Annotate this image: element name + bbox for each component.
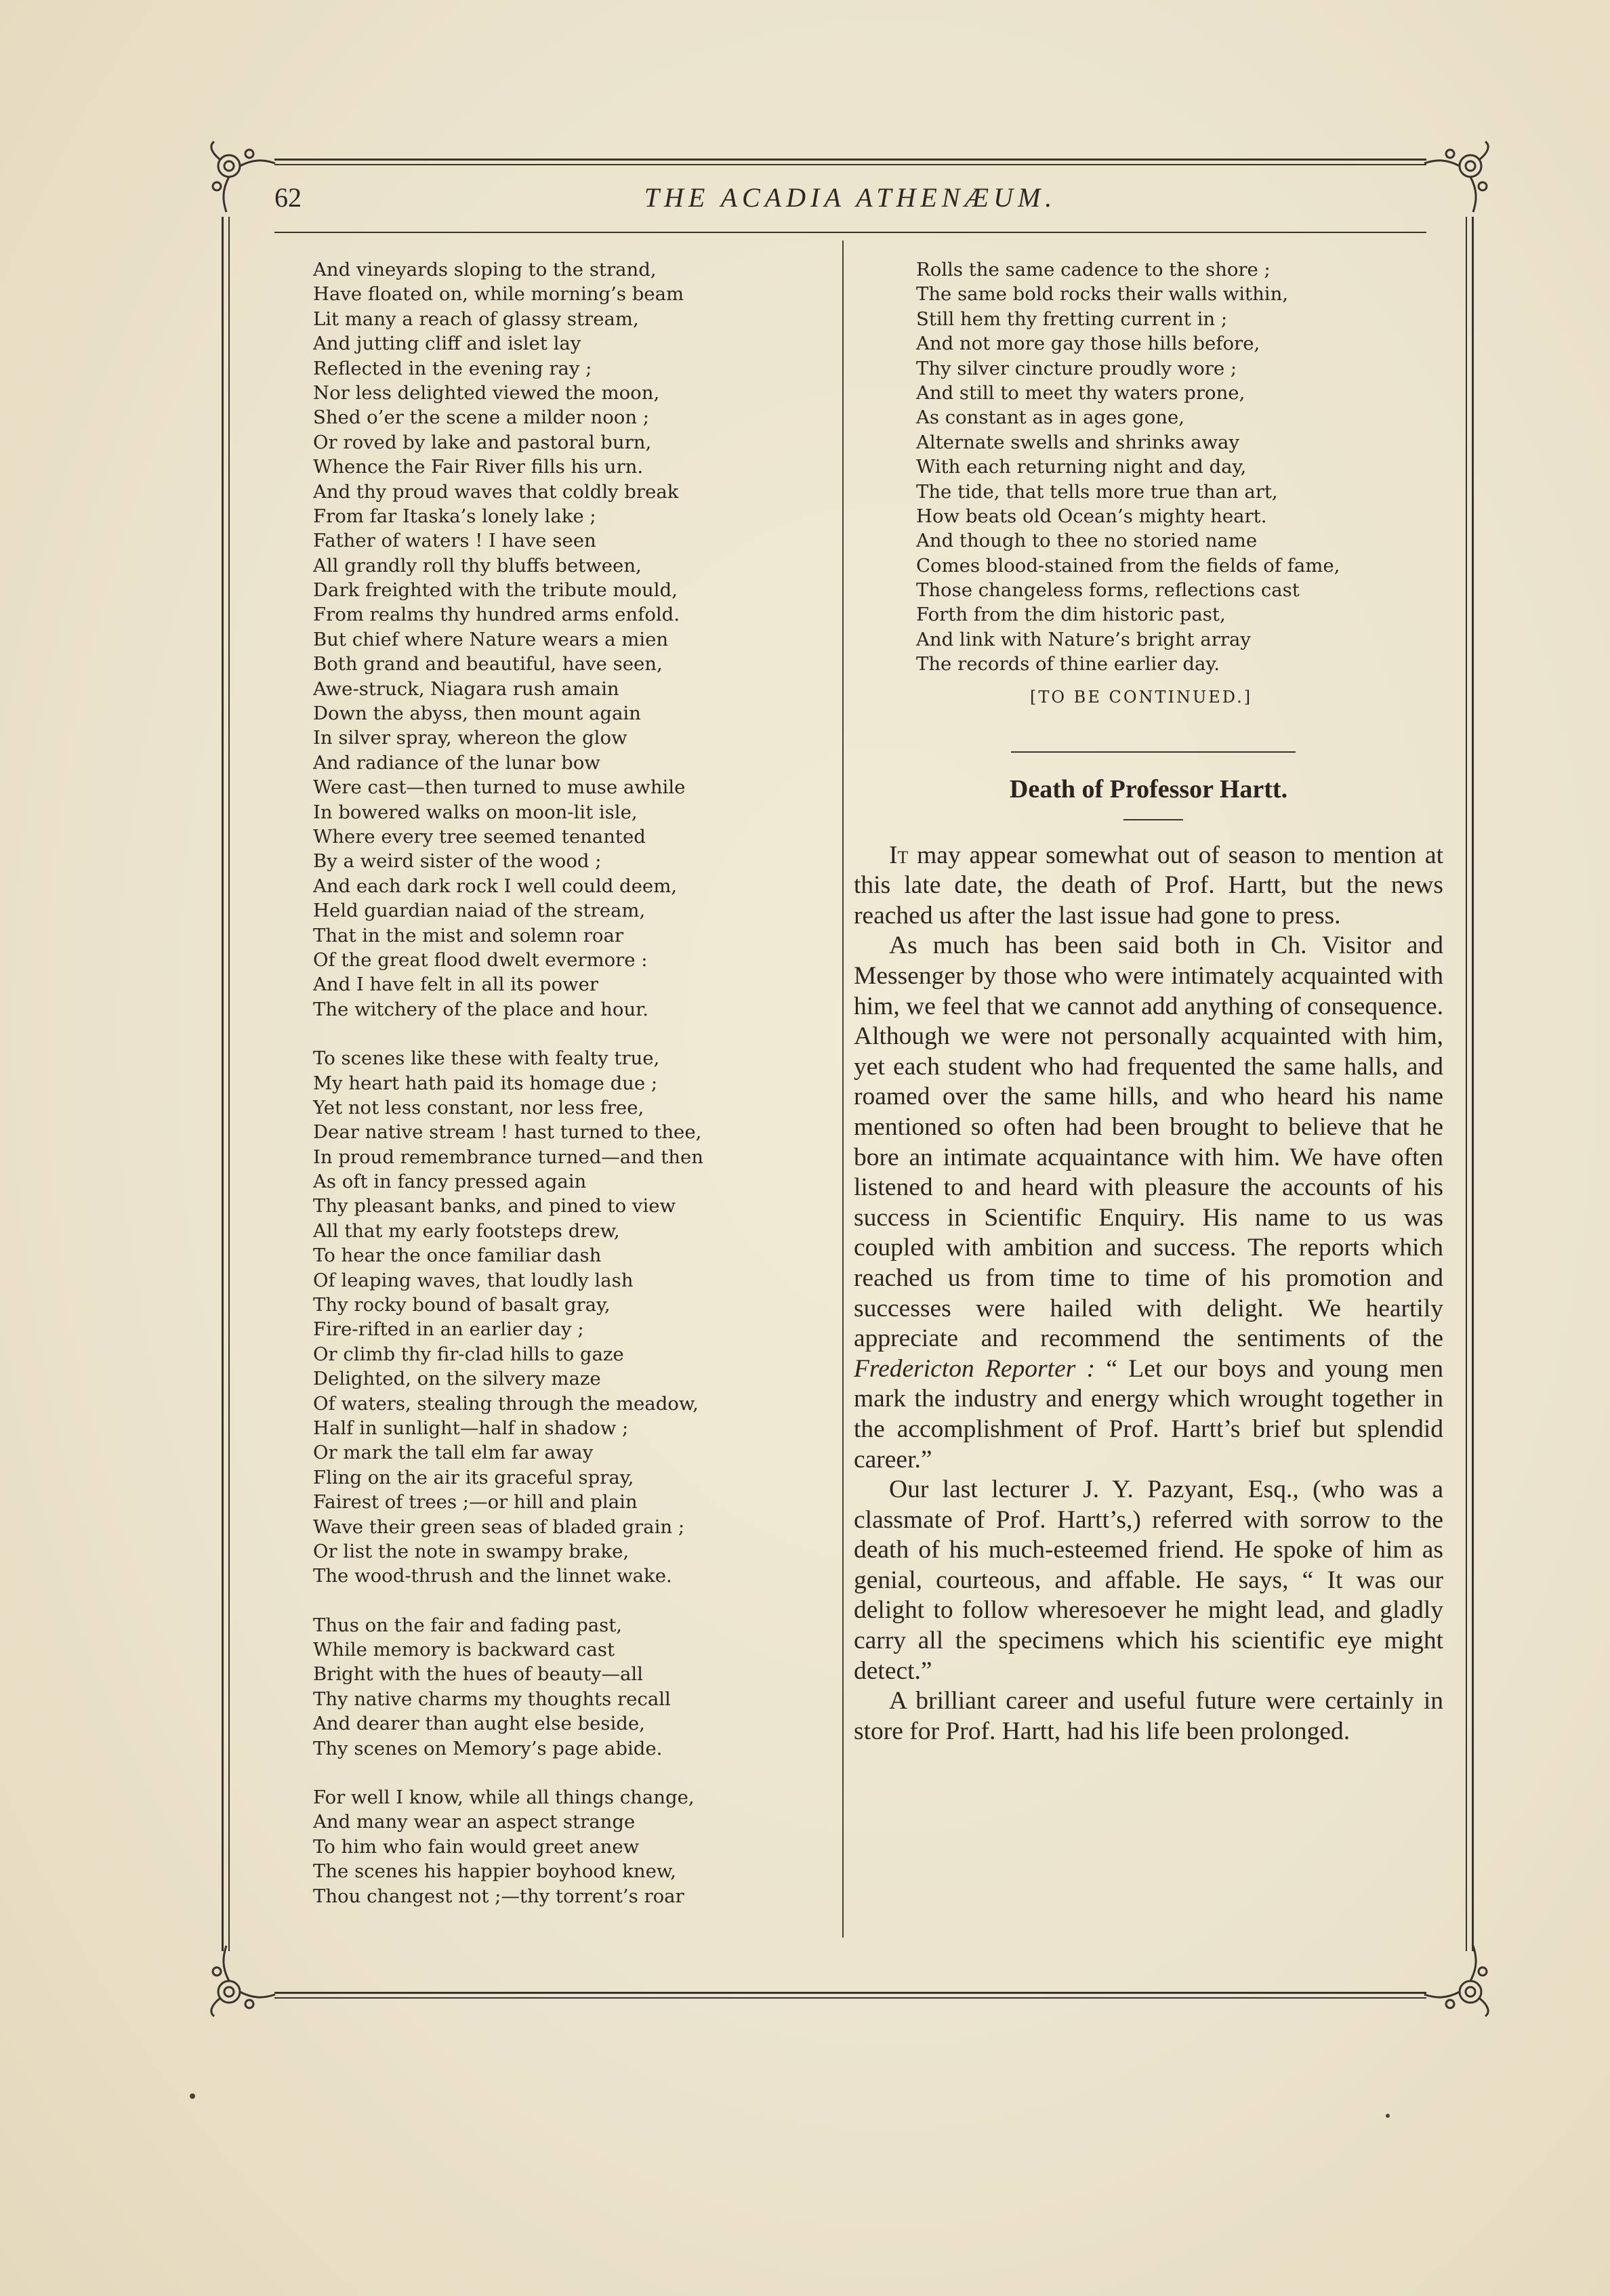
left-rule-inner: [228, 217, 230, 1951]
poem-line: Comes blood-stained from the fields of fame,: [916, 554, 1340, 577]
poem-line: The scenes his happier boyhood knew,: [313, 1860, 676, 1883]
drop-word: It: [889, 841, 909, 869]
poem-line: Those changeless forms, reflections cast: [916, 579, 1300, 602]
poem-line: The records of thine earlier day.: [916, 653, 1220, 675]
poem-line: Dark freighted with the tribute mould,: [313, 579, 678, 602]
poem-line: In silver spray, whereon the glow: [313, 727, 627, 749]
to-be-continued-note: [TO BE CONTINUED.]: [1030, 687, 1253, 707]
article-paragraph: As much has been said both in Ch. Visitor and Messenger by those who were intimately acquainted with him, we feel that we cannot add anything of consequence. Although we were not personally acquainted with him, yet each student who had frequented the same halls, and roamed over the same hills, and who heard his name mentioned so often had been brought to believe that he bore an intimate acquaintance with him. We have often listened to and heard with pleasure the accounts of his success in Scientific Enquiry. His name to us was coupled with ambition and success. The reports which reached us from time to time of his promotion and successes were hailed with delight. We heartily appreciate and recommend the sentiments of the Fredericton Reporter : “ Let our boys and young men mark the industry and energy which wrought together in the accomplishment of Prof. Hartt’s brief but splendid career.”: [854, 932, 1444, 1474]
poem-line: As constant as in ages gone,: [916, 406, 1184, 429]
source-title: Fredericton Reporter :: [854, 1354, 1096, 1383]
poem-line: Fling on the air its graceful spray,: [313, 1466, 634, 1488]
poem-line: Half in sunlight—half in shadow ;: [313, 1417, 629, 1439]
poem-line: Or climb thy fir-clad hills to gaze: [313, 1343, 624, 1365]
poem-line: Thy native charms my thoughts recall: [313, 1688, 671, 1710]
ink-speck: [190, 2093, 195, 2099]
poem-line: The same bold rocks their walls within,: [916, 283, 1289, 306]
poem-line: Wave their green seas of bladed grain ;: [313, 1516, 685, 1538]
poem-line: Dear native stream ! hast turned to thee,: [313, 1121, 702, 1144]
poem-line: Bright with the hues of beauty—all: [313, 1663, 643, 1686]
poem-line: To hear the once familiar dash: [313, 1245, 602, 1267]
page-number: 62: [274, 182, 302, 213]
poem-line: As oft in fancy pressed again: [313, 1171, 587, 1193]
journal-title: THE ACADIA ATHENÆUM.: [644, 182, 1057, 213]
poem-line: And thy proud waves that coldly break: [313, 480, 679, 503]
poem-line: And I have felt in all its power: [313, 974, 599, 996]
poem-line: Down the abyss, then mount again: [313, 703, 641, 725]
poem-column-left: [313, 257, 787, 1933]
top-rule-inner: [274, 164, 1426, 165]
column-divider: [842, 241, 844, 1938]
poem-line: And jutting cliff and islet lay: [313, 333, 581, 355]
poem-line: And radiance of the lunar bow: [313, 751, 600, 774]
poem-line: And link with Nature’s bright array: [916, 628, 1251, 650]
poem-line: Father of waters ! I have seen: [313, 530, 596, 552]
poem-line: While memory is backward cast: [313, 1639, 615, 1661]
poem-line: Fairest of trees ;—or hill and plain: [313, 1491, 638, 1514]
poem-line: And dearer than aught else beside,: [313, 1713, 645, 1735]
poem-line: Or list the note in swampy brake,: [313, 1540, 629, 1562]
poem-line: With each returning night and day,: [916, 456, 1247, 478]
section-rule: [1011, 751, 1296, 753]
poem-line: But chief where Nature wears a mien: [313, 628, 669, 650]
poem-stanza: [313, 257, 787, 1022]
bottom-rule-outer: [274, 1992, 1426, 1994]
poem-line: Delighted, on the silvery maze: [313, 1368, 601, 1390]
poem-stanza: [313, 1785, 787, 1908]
poem-line: By a weird sister of the wood ;: [313, 850, 602, 873]
poem-line: In proud remembrance turned—and then: [313, 1146, 703, 1168]
poem-line: Forth from the dim historic past,: [916, 604, 1226, 626]
poem-line: The witchery of the place and hour.: [313, 998, 649, 1020]
poem-line: That in the mist and solemn roar: [313, 924, 624, 946]
article-paragraph: It may appear somewhat out of season to mention at this late date, the death of Prof. Hartt, but the news reached us after the last issue had gone to press.: [854, 841, 1443, 930]
right-column: [854, 257, 1443, 1747]
poem-line: Lit many a reach of glassy stream,: [313, 308, 639, 330]
poem-line: Where every tree seemed tenanted: [313, 825, 646, 848]
poem-line: Reflected in the evening ray ;: [313, 357, 592, 379]
title-underline: [1123, 819, 1183, 820]
poem-line: Thus on the fair and fading past,: [313, 1614, 623, 1636]
poem-line: And though to thee no storied name: [916, 530, 1258, 552]
poem-continuation: [916, 257, 1443, 677]
poem-line: Thou changest not ;—thy torrent’s roar: [313, 1885, 684, 1907]
poem-stanza: [313, 1613, 787, 1761]
poem-line: Of waters, stealing through the meadow,: [313, 1392, 699, 1415]
poem-line: From far Itaska’s lonely lake ;: [313, 505, 596, 527]
poem-line: To him who fain would greet anew: [313, 1835, 640, 1858]
article-paragraph: Our last lecturer J. Y. Pazyant, Esq., (who was a classmate of Prof. Hartt’s,) referred with sorrow to the death of his much-esteemed friend. He spoke of him as genial, courteous, and affable. He says, “ It was our delight to follow wheresoever he might lead, and gladly carry all the specimens which his scientific eye might detect.”: [854, 1476, 1443, 1685]
poem-line: Still hem thy fretting current in ;: [916, 308, 1228, 330]
poem-line: Thy silver cincture proudly wore ;: [916, 357, 1237, 379]
poem-line: To scenes like these with fealty true,: [313, 1047, 660, 1070]
poem-line: Thy scenes on Memory’s page abide.: [313, 1737, 663, 1759]
bottom-rule-inner: [274, 1997, 1426, 1999]
poem-line: And each dark rock I well could deem,: [313, 875, 678, 897]
poem-line: And vineyards sloping to the strand,: [313, 259, 657, 280]
poem-line: All that my early footsteps drew,: [313, 1219, 620, 1242]
poem-line: Thy pleasant banks, and pined to view: [313, 1195, 676, 1217]
poem-line: All grandly roll thy bluffs between,: [313, 554, 642, 577]
poem-stanza: [313, 1046, 787, 1589]
poem-line: Whence the Fair River fills his urn.: [313, 456, 644, 478]
article-paragraph: A brilliant career and useful future were certainly in store for Prof. Hartt, had his life been prolonged.: [854, 1687, 1443, 1745]
poem-line: Held guardian naiad of the stream,: [313, 900, 646, 922]
corner-ornament-icon: [1423, 139, 1498, 213]
poem-line: Shed o’er the scene a milder noon ;: [313, 406, 650, 429]
poem-line: Were cast—then turned to muse awhile: [313, 776, 686, 799]
poem-line: Of the great flood dwelt evermore :: [313, 948, 648, 971]
ink-speck: [1386, 2114, 1390, 2118]
poem-line: Have floated on, while morning’s beam: [313, 283, 684, 306]
article-body: [854, 841, 1443, 1747]
poem-line: The wood-thrush and the linnet wake.: [313, 1565, 672, 1587]
poem-line: From realms thy hundred arms enfold.: [313, 604, 680, 626]
poem-line: Alternate swells and shrinks away: [916, 431, 1239, 453]
poem-line: The tide, that tells more true than art,: [916, 480, 1278, 503]
poem-line: Both grand and beautiful, have seen,: [313, 653, 663, 675]
corner-ornament-icon: [202, 139, 276, 213]
poem-line: Thy rocky bound of basalt gray,: [313, 1294, 611, 1316]
poem-line: My heart hath paid its homage due ;: [313, 1072, 658, 1094]
running-header: [274, 182, 1426, 222]
poem-line: Nor less delighted viewed the moon,: [313, 381, 660, 404]
poem-line: Or roved by lake and pastoral burn,: [313, 431, 652, 453]
poem-line: Fire-rifted in an earlier day ;: [313, 1318, 584, 1341]
poem-line: Yet not less constant, nor less free,: [313, 1096, 644, 1119]
top-rule-outer: [274, 159, 1426, 161]
poem-line: Awe-struck, Niagara rush amain: [313, 677, 619, 700]
poem-line: Or mark the tall elm far away: [313, 1442, 594, 1464]
corner-ornament-icon: [1423, 1944, 1498, 2019]
article-title: Death of Professor Hartt.: [1009, 774, 1288, 803]
poem-line: In bowered walks on moon-lit isle,: [313, 801, 638, 823]
left-rule-outer: [222, 217, 224, 1951]
poem-line: And not more gay those hills before,: [916, 333, 1260, 355]
poem-line: For well I know, while all things change,: [313, 1787, 695, 1809]
header-rule: [274, 232, 1426, 233]
poem-line: How beats old Ocean’s mighty heart.: [916, 505, 1267, 527]
right-rule-inner: [1466, 217, 1467, 1951]
poem-line: And many wear an aspect strange: [313, 1811, 636, 1833]
right-rule-outer: [1472, 217, 1474, 1951]
poem-line: Of leaping waves, that loudly lash: [313, 1269, 634, 1291]
poem-line: And still to meet thy waters prone,: [916, 381, 1245, 404]
poem-line: Rolls the same cadence to the shore ;: [916, 259, 1271, 280]
corner-ornament-icon: [202, 1944, 276, 2019]
